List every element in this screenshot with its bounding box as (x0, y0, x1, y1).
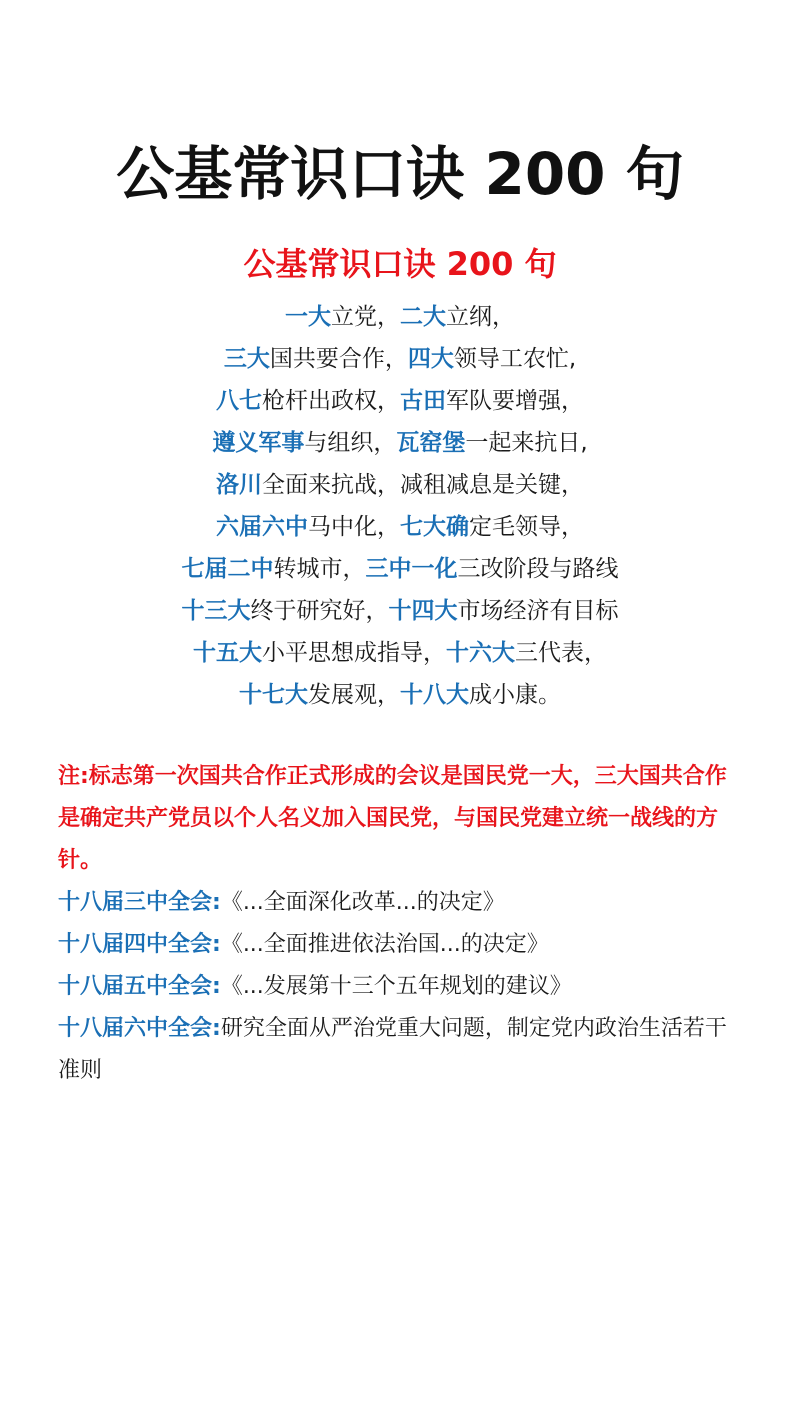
verse-line (0, 632, 800, 674)
verse-keyword: 十六大 (446, 640, 515, 666)
verse-keyword: 古田 (400, 388, 446, 414)
verse-keyword: 十三大 (181, 598, 251, 624)
plenum-name: 十八届六中全会: (58, 1016, 221, 1041)
verse-keyword: 十四大 (388, 598, 458, 624)
plenum-item (58, 924, 748, 966)
verse-text: 一起来抗日, (465, 430, 588, 456)
verse-text: 国共要合作， (269, 346, 408, 372)
page-title: 公基常识口诀 200 句 (116, 140, 684, 208)
verse-keyword: 七大确 (400, 514, 469, 540)
verse-text: 三代表， (515, 640, 607, 666)
verse-keyword: 三大 (223, 346, 270, 372)
verse-text: 成小康。 (469, 682, 561, 708)
verse-line (0, 506, 800, 548)
plenum-item (58, 882, 748, 924)
verse-text: 小平思想成指导， (262, 640, 446, 666)
verse-text: 市场经济有目标 (457, 598, 619, 624)
plenum-name: 十八届三中全会: (58, 890, 221, 915)
verse-line (0, 590, 800, 632)
verse-keyword: 瓦窑堡 (396, 430, 466, 456)
verse-text: 军队要增强， (446, 388, 584, 414)
verse-keyword: 十七大 (239, 682, 308, 708)
verse-line (0, 464, 800, 506)
verse-text: 定毛领导， (469, 514, 584, 540)
verse-line (0, 674, 800, 716)
verse-keyword: 八七 (216, 388, 262, 414)
plenum-description: 研究全面从严治党重大问题，制定党内政治生活若干准则 (58, 1016, 727, 1083)
verse-keyword: 遵义军事 (212, 430, 305, 456)
verse-keyword: 三中一化 (365, 556, 458, 582)
verse-keyword: 二大 (400, 304, 446, 330)
plenum-description: 《...全面推进依法治国...的决定》 (220, 932, 549, 957)
plenum-item (58, 966, 748, 1008)
verse-keyword: 一大 (285, 304, 331, 330)
note-paragraph: 注:标志第一次国共合作正式形成的会议是国民党一大，三大国共合作是确定共产党员以个人名义加入国民党，与国民党建立统一战线的方针。 (58, 764, 727, 873)
verse-keyword: 七届二中 (181, 556, 274, 582)
verse-text: 领导工农忙, (453, 346, 577, 372)
verse-keyword: 十五大 (193, 640, 262, 666)
verse-line (0, 296, 800, 338)
verse-keyword: 四大 (407, 346, 454, 372)
verse-line (0, 338, 800, 380)
verse-line (0, 422, 800, 464)
plenum-description: 《...发展第十三个五年规划的建议》 (220, 974, 572, 999)
plenum-list (58, 882, 748, 1092)
verse-keyword: 六届六中 (216, 514, 308, 540)
verse-text: 转城市， (273, 556, 366, 582)
verse-text: 立党， (331, 304, 400, 330)
verse-text: 立纲， (446, 304, 515, 330)
verse-text: 三改阶段与路线 (457, 556, 619, 582)
verse-keyword: 洛川 (216, 472, 262, 498)
plenum-item (58, 1008, 748, 1092)
verse-text: 马中化， (308, 514, 400, 540)
plenum-name: 十八届五中全会: (58, 974, 221, 999)
plenum-description: 《...全面深化改革...的决定》 (220, 890, 505, 915)
verse-text: 终于研究好， (250, 598, 389, 624)
mnemonic-verse-block (0, 296, 800, 716)
verse-text: 全面来抗战，减租减息是关键， (262, 472, 584, 498)
verse-text: 与组织， (304, 430, 397, 456)
verse-line (0, 380, 800, 422)
verse-text: 枪杆出政权， (262, 388, 400, 414)
verse-line (0, 548, 800, 590)
verse-text: 发展观， (308, 682, 400, 708)
verse-keyword: 十八大 (400, 682, 469, 708)
plenum-name: 十八届四中全会: (58, 932, 221, 957)
page-subtitle: 公基常识口诀 200 句 (243, 245, 557, 283)
